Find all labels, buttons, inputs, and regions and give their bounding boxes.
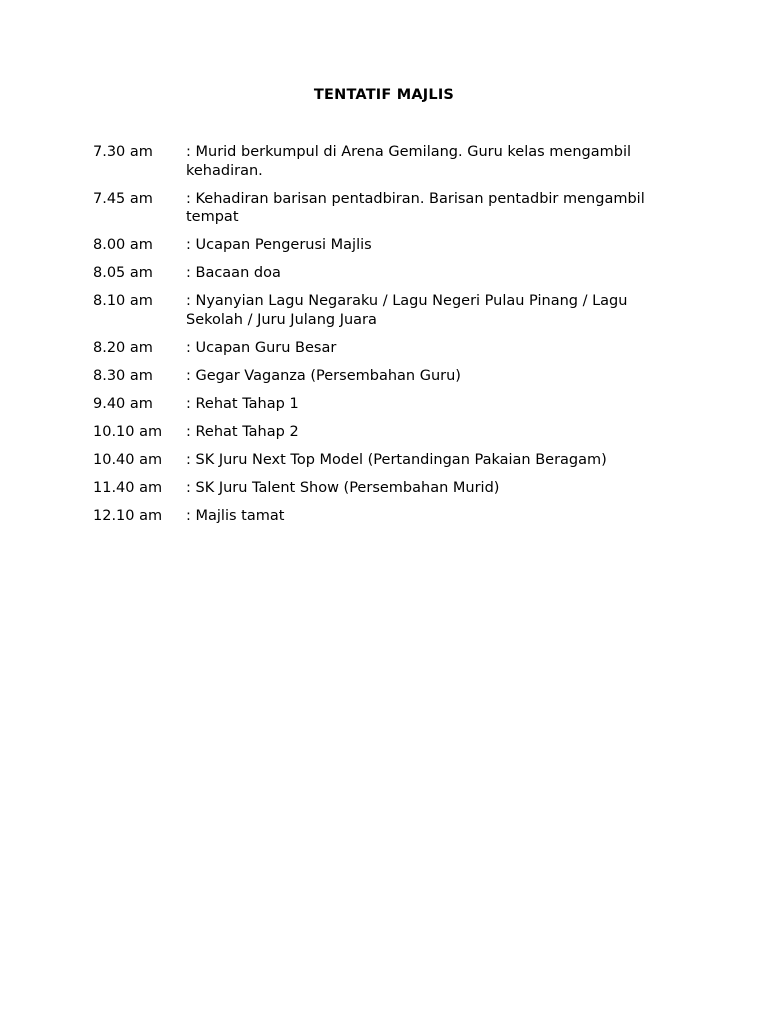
schedule-time: 7.45 am <box>93 190 153 207</box>
schedule-item <box>93 339 683 358</box>
schedule-item <box>93 479 683 498</box>
schedule-time: 12.10 am <box>93 507 163 524</box>
schedule-item <box>93 143 683 180</box>
schedule-time: 8.20 am <box>93 339 153 356</box>
schedule-description: : Ucapan Guru Besar <box>186 339 337 356</box>
schedule-item <box>93 423 683 442</box>
schedule-time: 10.10 am <box>93 423 163 440</box>
schedule-item <box>93 292 683 329</box>
schedule-time: 10.40 am <box>93 451 163 468</box>
schedule-list <box>93 143 683 535</box>
schedule-description: : Bacaan doa <box>186 265 281 281</box>
schedule-item <box>93 236 683 255</box>
schedule-time: 8.05 am <box>93 265 153 281</box>
schedule-time: 11.40 am <box>93 479 163 496</box>
schedule-item <box>93 367 683 386</box>
schedule-time: 7.30 am <box>93 144 153 160</box>
schedule-description: : Kehadiran barisan pentadbiran. Barisan pentadbir mengambil tempat <box>186 190 645 225</box>
schedule-item <box>93 264 683 283</box>
schedule-item <box>93 190 683 227</box>
schedule-item <box>93 507 683 526</box>
schedule-description: : Rehat Tahap 2 <box>186 423 299 440</box>
schedule-description: : Ucapan Pengerusi Majlis <box>186 237 372 253</box>
schedule-description: : Rehat Tahap 1 <box>186 395 299 412</box>
schedule-description: : Gegar Vaganza (Persembahan Guru) <box>186 367 461 384</box>
schedule-time: 9.40 am <box>93 395 153 412</box>
schedule-description: : SK Juru Next Top Model (Pertandingan Pakaian Beragam) <box>186 451 607 468</box>
schedule-description: : Majlis tamat <box>186 507 285 524</box>
schedule-time: 8.10 am <box>93 293 153 309</box>
schedule-time: 8.00 am <box>93 237 153 253</box>
schedule-description: : Nyanyian Lagu Negaraku / Lagu Negeri Pulau Pinang / Lagu Sekolah / Juru Julang Juara <box>186 293 628 328</box>
schedule-item <box>93 395 683 414</box>
schedule-description: : SK Juru Talent Show (Persembahan Murid) <box>186 479 500 496</box>
document-title: TENTATIF MAJLIS <box>313 87 455 103</box>
schedule-item <box>93 451 683 470</box>
schedule-description: : Murid berkumpul di Arena Gemilang. Guru kelas mengambil kehadiran. <box>186 144 632 179</box>
schedule-time: 8.30 am <box>93 367 153 384</box>
